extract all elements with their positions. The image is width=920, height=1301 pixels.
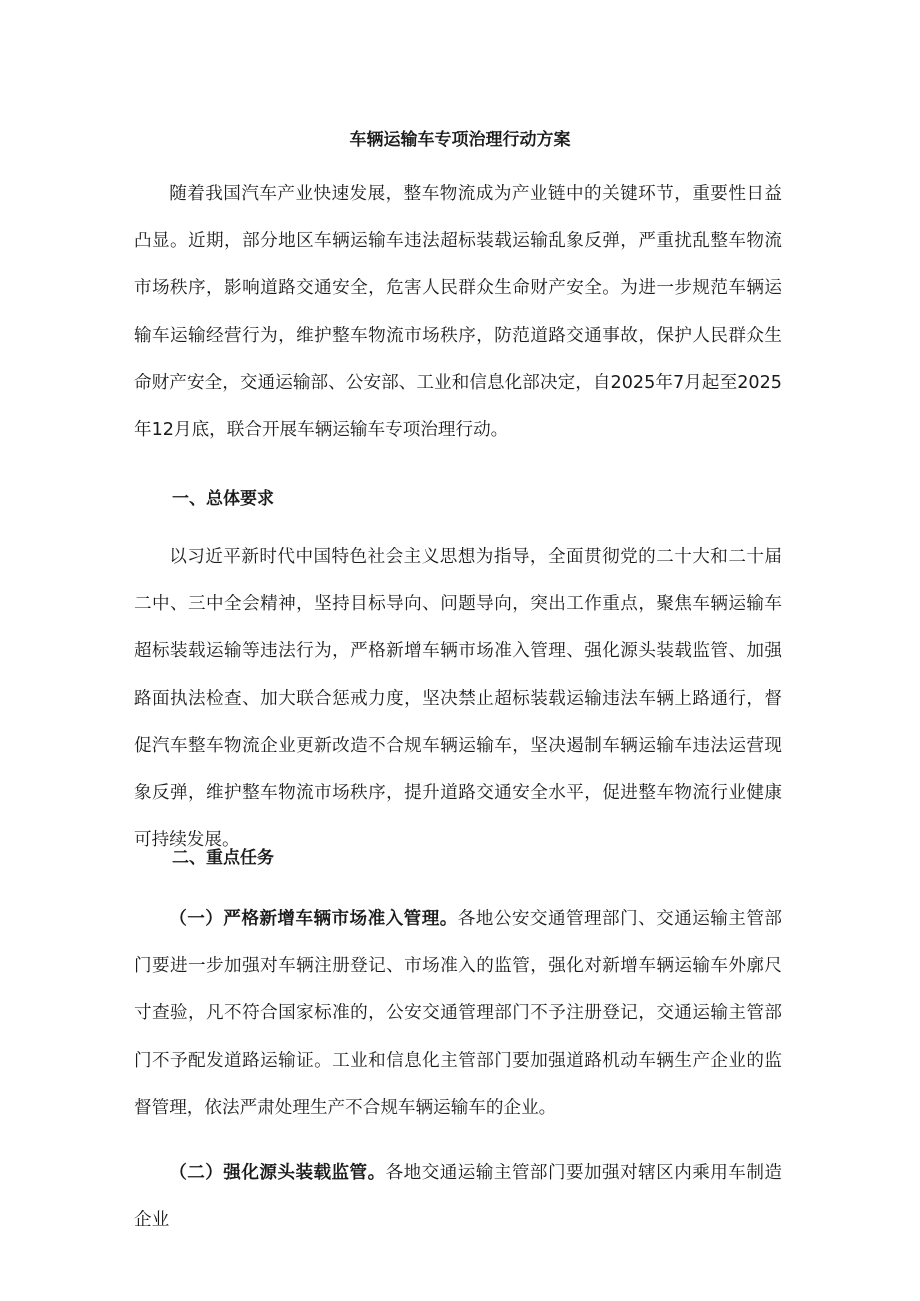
intro-paragraph: 随着我国汽车产业快速发展，整车物流成为产业链中的关键环节，重要性日益凸显。近期，部分地区车辆运输车违法超标装载运输乱象反弹，严重扰乱整车物流市场秩序，影响道路交通安全，危害人民群众生命财产安全。为进一步规范车辆运输车运输经营行为，维护整车物流市场秩序，防范道路交通事故，保护人民群众生命财产安全，交通运输部、公安部、工业和信息化部决定，自2025年7月起至2025年12月底，联合开展车辆运输车专项治理行动。 xyxy=(134,184,782,441)
task-1-paragraph xyxy=(134,896,782,1132)
task-2-body: 各地交通运输主管部门要加强对辖区内乘用车制造企业 xyxy=(134,1163,782,1231)
document-title: 车辆运输车专项治理行动方案 xyxy=(349,130,571,150)
task-2-lead: （二）强化源头装载监管。 xyxy=(169,1163,386,1183)
task-1-lead: （一）严格新增车辆市场准入管理。 xyxy=(169,909,458,929)
section-heading-general-requirements: 一、总体要求 xyxy=(172,489,274,509)
section-heading-key-tasks: 二、重点任务 xyxy=(172,848,274,868)
task-1-body: 各地公安交通管理部门、交通运输主管部门要进一步加强对车辆注册登记、市场准入的监管，强化对新增车辆运输车外廓尺寸查验，凡不符合国家标准的，公安交通管理部门不予注册登记，交通运输主管部门不予配发道路运输证。工业和信息化主管部门要加强道路机动车辆生产企业的监督管理，依法严肃处理生产不合规车辆运输车的企业。 xyxy=(134,909,782,1118)
task-2-paragraph xyxy=(134,1150,782,1244)
general-requirements-paragraph: 以习近平新时代中国特色社会主义思想为指导，全面贯彻党的二十大和二十届二中、三中全会精神，坚持目标导向、问题导向，突出工作重点，聚焦车辆运输车超标装载运输等违法行为，严格新增车辆市场准入管理、强化源头装载监管、加强路面执法检查、加大联合惩戒力度，坚决禁止超标装载运输违法车辆上路通行，督促汽车整车物流企业更新改造不合规车辆运输车，坚决遏制车辆运输车违法运营现象反弹，维护整车物流市场秩序，提升道路交通安全水平，促进整车物流行业健康可持续发展。 xyxy=(134,547,782,851)
